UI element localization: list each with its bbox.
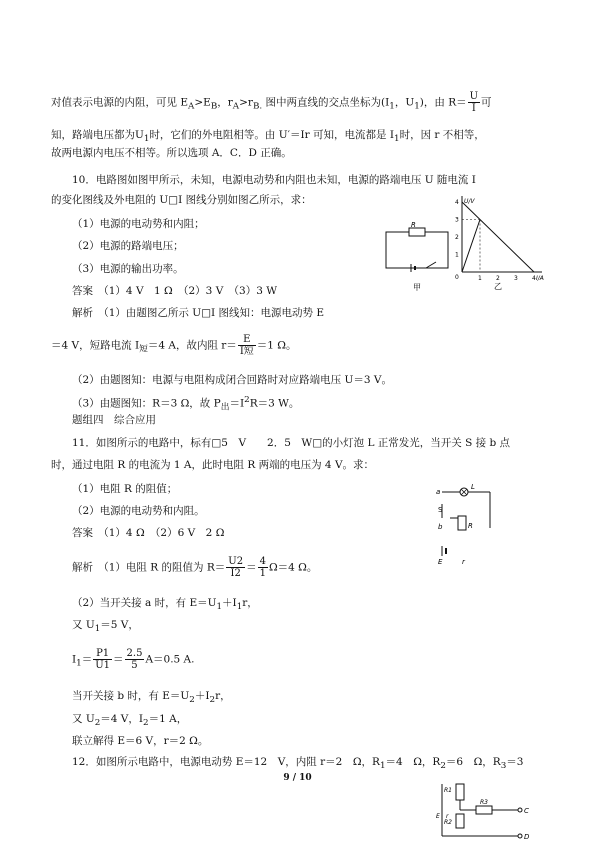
svg-text:R1: R1	[444, 787, 452, 794]
text-line	[51, 91, 492, 114]
circuit-figure-q11	[432, 484, 512, 564]
fraction: $\frac{4}{1}$	[259, 556, 266, 579]
origin-label: 0	[455, 274, 459, 281]
text-line: （3）电源的输出功率。	[72, 263, 184, 275]
svg-text:L: L	[471, 484, 475, 491]
x-axis-label: I/A	[536, 275, 544, 282]
text: )，由 R＝	[419, 96, 467, 109]
fraction: $\frac{P1}{U1}$	[95, 648, 111, 671]
fraction: $\frac{2.5}{5}$	[126, 648, 143, 671]
text: 对值表示电源的内阻，可见 E	[51, 96, 189, 109]
text-line: 时，通过电阻 R 的电流为 1 A，此时电阻 R 两端的电压为 4 V。求：	[51, 459, 375, 471]
fraction: $\frac{U2}{I2}$	[228, 556, 244, 579]
subscript: B.	[252, 101, 263, 112]
text-line: $I_1=$ $\frac{P1}{U1}$ ＝ $\frac{2.5}{5}$ A＝0.5 A.	[72, 648, 195, 671]
answer-line: 答案 （1）4 V 1 Ω （2）3 V （3）3 W	[72, 285, 278, 297]
text: 可	[481, 96, 492, 109]
circuit-figure-q12	[436, 780, 536, 840]
resistor-icon	[409, 228, 425, 236]
circuit-figure-jia	[381, 222, 451, 292]
terminal-c	[518, 808, 522, 812]
svg-text:r: r	[462, 558, 465, 564]
y-tick-label: 3	[455, 216, 459, 224]
switch-icon	[426, 262, 436, 268]
section-heading: 题组四 综合应用	[72, 414, 156, 426]
text-line: （1）电阻 R 的阻值；	[72, 483, 178, 495]
text-line: 又 $U_2=4$ V，$I_2=1$ A，	[72, 713, 188, 729]
page-number: 9 / 10	[283, 773, 312, 783]
y-tick-label: 2	[455, 234, 459, 241]
text-line: 当开关接 b 时，有 $E=U_2+I_2r$，	[72, 690, 231, 706]
text: ，r	[217, 96, 233, 109]
figure-label-jia: 甲	[413, 283, 421, 292]
svg-text:D: D	[524, 833, 530, 840]
x-tick-label: 2	[496, 275, 500, 282]
text-line: 故两电源内电压不相等。所以选项 A．C．D 正确。	[51, 147, 292, 159]
y-tick-label: 1	[455, 251, 459, 259]
series-line-2	[462, 220, 480, 273]
series-line-1	[462, 202, 534, 272]
resistor-icon	[476, 806, 492, 814]
figure-label-yi: 乙	[494, 282, 502, 291]
text-line: 的变化图线及外电阻的 U□I 图线分别如图乙所示，求：	[51, 194, 312, 206]
svg-text:E: E	[438, 558, 443, 564]
subscript: 1	[414, 101, 420, 112]
svg-text:E: E	[436, 813, 440, 820]
text-line: （2）当开关接 a 时，有 $E=U_1+I_1r$，	[72, 597, 258, 613]
text-line: 又 $U_1=5$ V，	[72, 619, 139, 635]
text-line: 知，路端电压都为$U_1$时，它们的外电阻相等。由 U′＝Ir 可知，电流都是 $I_1$时，因 r 不相等，	[51, 129, 485, 145]
text-line: （2）电源的电动势和内阻。	[72, 505, 205, 517]
answer-line: 答案 （1）4 Ω （2）6 V 2 Ω	[72, 527, 225, 539]
svg-text:R: R	[468, 522, 473, 530]
svg-text:a: a	[436, 488, 441, 496]
ui-graph-figure	[452, 196, 552, 292]
fraction: $\frac{U}{I}$	[469, 91, 479, 114]
text: >E	[194, 96, 211, 109]
text-line: （2）电源的路端电压；	[72, 240, 184, 252]
svg-text:b: b	[438, 523, 443, 531]
analysis-line: 解析 （1）电阻 R 的阻值为 R＝ $\frac{U2}{I2}$ ＝ $\frac{4}{1}$ Ω＝4 Ω。	[72, 556, 318, 579]
resistor-icon	[458, 516, 466, 530]
text: 图中两直线的交点坐标为(I	[262, 96, 390, 109]
fraction: $\frac{E}{\text{I短}}$	[239, 334, 254, 357]
text: ，U	[394, 96, 415, 109]
x-tick-label: 1	[478, 275, 482, 282]
text-line: （3）由题图知：R＝3 Ω，故 $P_出=I^2R=3$ W。	[72, 395, 300, 413]
text: >r	[239, 96, 253, 109]
subscript: A	[188, 101, 195, 112]
subscript: B	[210, 101, 218, 112]
y-axis-label: U/V	[464, 198, 475, 205]
question-12-text: 12．如图所示电路中，电源电动势 E＝12 V，内阻 r＝2 Ω，$R_1=4$ Ω，$R_2=6$ Ω，$R_3=3$	[72, 756, 524, 772]
x-tick-label: 3	[514, 275, 518, 282]
text-line: 联立解得 E＝6 V，r＝2 Ω。	[72, 735, 209, 747]
question-10-text: 10．电路图如图甲所示，未知，电源电动势和内阻也未知，电源的路端电压 U 随电流 I	[72, 174, 476, 186]
subscript: A	[232, 101, 240, 112]
question-11-text: 11．如图所示的电路中，标有□5 V 2．5 W□的小灯泡 L 正常发光，当开关 S 接 b 点	[72, 437, 511, 449]
subscript: 1	[389, 101, 395, 112]
svg-text:C: C	[524, 807, 529, 815]
svg-text:r: r	[446, 813, 449, 820]
resistor-icon	[456, 784, 464, 800]
y-tick-label: 4	[455, 199, 459, 206]
analysis-line: 解析 （1）由题图乙所示 U□I 图线知：电源电动势 E	[72, 307, 325, 319]
terminal-d	[518, 834, 522, 838]
x-tick-label: 4	[532, 275, 536, 282]
text-line: （2）由题图知：电源与电阻构成闭合回路时对应路端电压 U＝3 V。	[72, 374, 392, 386]
resistor-icon	[456, 814, 464, 828]
resistor-label: R	[411, 222, 416, 229]
text-line: （1）电源的电动势和内阻；	[72, 218, 205, 230]
svg-text:R3: R3	[480, 799, 488, 806]
svg-text:S: S	[438, 506, 443, 514]
text-line: ＝4 V，短路电流 $I_短=4$ A，故内阻 r＝ $\frac{E}{\text{I短}}$ ＝1 Ω。	[51, 334, 297, 357]
svg-text:R2: R2	[444, 819, 452, 826]
